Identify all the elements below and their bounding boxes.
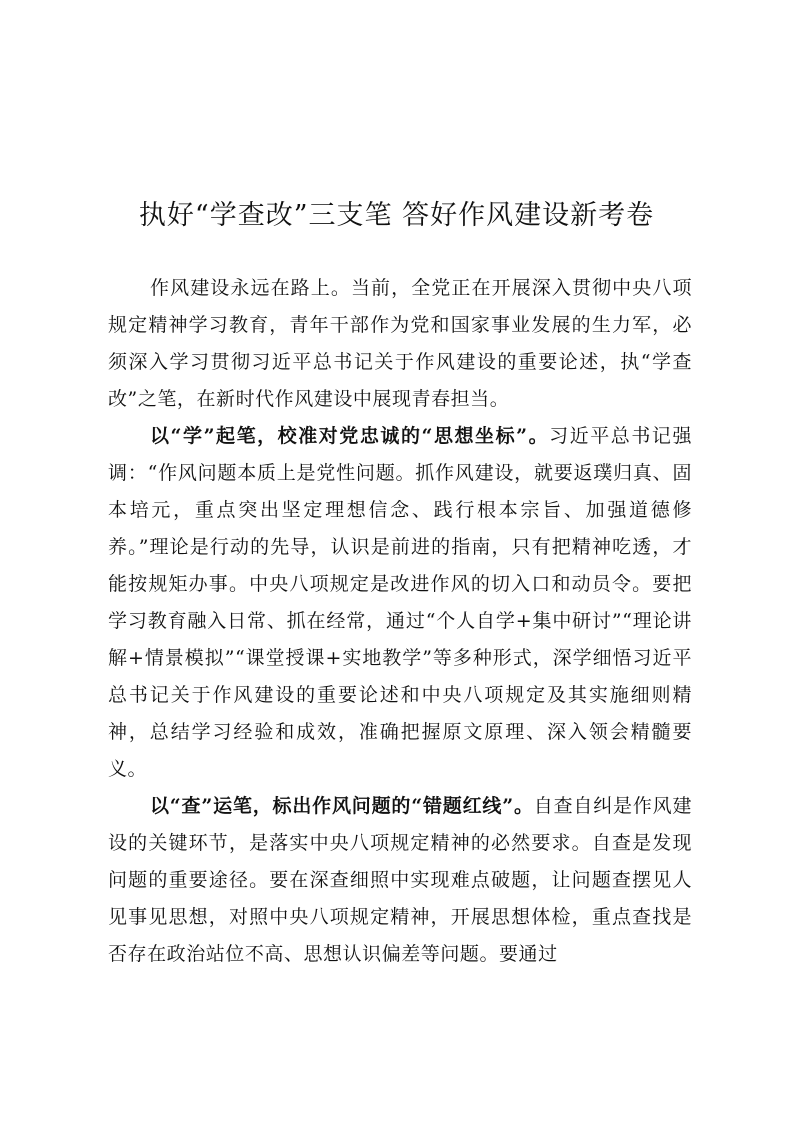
paragraph-text: 作风建设永远在路上。当前，全党正在开展深入贯彻中央八项规定精神学习教育，青年干部作为党和国家事业发展的生力军，必须深入学习贯彻习近平总书记关于作风建设的重要论述，执“学查改”之笔，在新时代作风建设中展现青春担当。 [108, 277, 692, 410]
paragraph-lead: 以“学”起笔，校准对党忠诚的“思想坐标”。 [150, 425, 550, 447]
document-title: 执好“学查改”三支笔 答好作风建设新考卷 [138, 200, 655, 232]
paragraph-study [108, 418, 692, 788]
paragraph-text: 习近平总书记强调：“作风问题本质上是党性问题。抓作风建设，就要返璞归真、固本培元，重点突出坚定理想信念、践行根本宗旨、加强道德修养。”理论是行动的先导，认识是前进的指南，只有把精神吃透，才能按规矩办事。中央八项规定是改进作风的切入口和动员令。要把学习教育融入日常、抓在经常，通过“个人自学+集中研讨”“理论讲解+情景模拟”“课堂授课+实地教学”等多种形式，深学细悟习近平总书记关于作风建设的重要论述和中央八项规定及其实施细则精神，总结学习经验和成效，准确把握原文原理、深入领会精髓要义。 [108, 425, 692, 780]
paragraph-inspect [108, 788, 692, 973]
paragraph-intro [108, 270, 692, 418]
paragraph-lead: 以“查”运笔，标出作风问题的“错题红线”。 [150, 795, 534, 817]
paragraph-text: 自查自纠是作风建设的关键环节，是落实中央八项规定精神的必然要求。自查是发现问题的重要途径。要在深查细照中实现难点破题，让问题查摆见人见事见思想，对照中央八项规定精神，开展思想体检，重点查找是否存在政治站位不高、思想认识偏差等问题。要通过 [108, 795, 692, 965]
document-body [108, 270, 692, 973]
